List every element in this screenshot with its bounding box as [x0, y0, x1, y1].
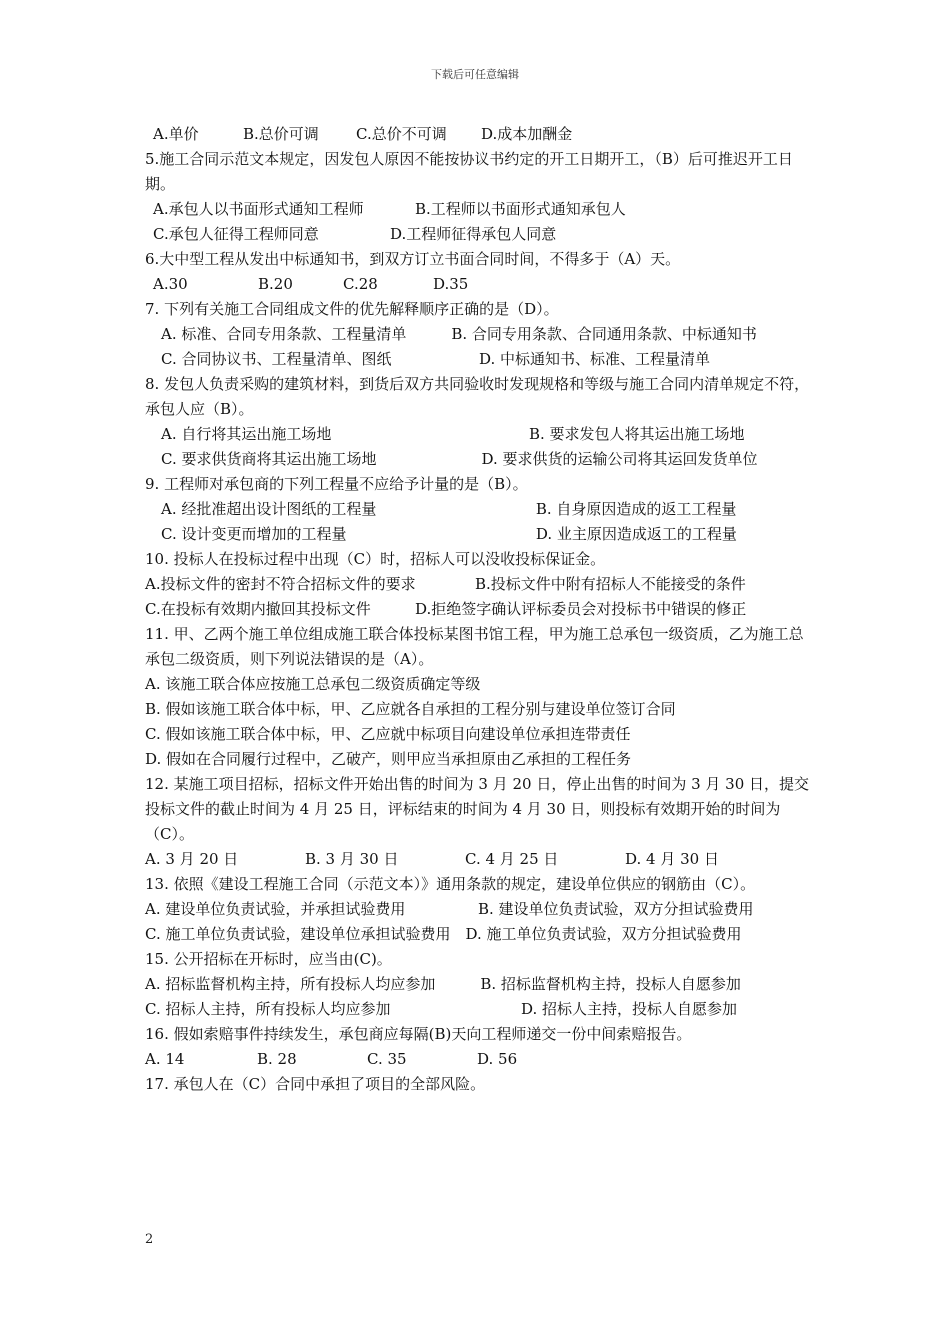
option-text: D.成本加酬金 [481, 125, 573, 143]
text-line: A. 标准、合同专用条款、工程量清单 B. 合同专用条款、合同通用条款、中标通知书 [161, 325, 757, 343]
option-text: D. 56 [477, 1050, 518, 1068]
option-text: D.工程师征得承包人同意 [390, 225, 557, 243]
text-line: A. 该施工联合体应按施工总承包二级资质确定等级 [145, 675, 481, 693]
option-text: A.投标文件的密封不符合招标文件的要求 [145, 575, 416, 593]
option-row [145, 197, 815, 222]
option-text: A. 3 月 20 日 [145, 850, 239, 868]
option-text: B.总价可调 [243, 125, 319, 143]
option-row [145, 222, 815, 247]
option-row [145, 422, 815, 447]
option-text: B. 自身原因造成的返工工程量 [535, 500, 737, 518]
text-line: 9. 工程师对承包商的下列工程量不应给予计量的是（B）。 [145, 475, 528, 493]
option-text: A.30 [153, 275, 188, 293]
option-text: D. 业主原因造成返工的工程量 [535, 525, 737, 543]
option-row [145, 497, 815, 522]
option-text: C.总价不可调 [356, 125, 447, 143]
option-text: B.20 [258, 275, 293, 293]
option-text: C. 合同协议书、工程量清单、图纸 [161, 350, 392, 368]
option-text: C. 4 月 25 日 [465, 850, 559, 868]
option-text: B. 要求发包人将其运出施工场地 [529, 425, 745, 443]
text-line: 11. 甲、乙两个施工单位组成施工联合体投标某图书馆工程，甲为施工总承包一级资质，乙为施工总承包二级资质，则下列说法错误的是（A）。 [145, 625, 804, 668]
option-row [145, 597, 815, 622]
option-row [145, 522, 815, 547]
option-text: B. 3 月 30 日 [305, 850, 399, 868]
option-row [145, 897, 815, 922]
option-text: D. 招标人主持，投标人自愿参加 [521, 1000, 738, 1018]
text-line: D. 假如在合同履行过程中，乙破产，则甲应当承担原由乙承担的工程任务 [145, 750, 632, 768]
option-row [145, 122, 815, 147]
text-line: B. 假如该施工联合体中标，甲、乙应就各自承担的工程分别与建设单位签订合同 [145, 700, 676, 718]
option-row [145, 272, 815, 297]
option-text: B.工程师以书面形式通知承包人 [415, 200, 626, 218]
option-text: C. 设计变更而增加的工程量 [161, 525, 347, 543]
text-line: A. 招标监督机构主持，所有投标人均应参加 B. 招标监督机构主持，投标人自愿参加 [145, 975, 741, 993]
option-text: D. 4 月 30 日 [625, 850, 719, 868]
option-text: B. 建设单位负责试验，双方分担试验费用 [478, 900, 754, 918]
option-text: A. 自行将其运出施工场地 [161, 425, 332, 443]
document-body [145, 122, 815, 1097]
option-text: D. 中标通知书、标准、工程量清单 [479, 350, 711, 368]
option-text: A. 14 [145, 1050, 185, 1068]
text-line: 12. 某施工项目招标，招标文件开始出售的时间为 3 月 20 日，停止出售的时间为 3 月 30 日，提交投标文件的截止时间为 4 月 25 日，评标结束的时间为 4 月 30 日，则投标有效期开始的时间为（C）。 [145, 775, 810, 843]
text-line: 10. 投标人在投标过程中出现（C）时，招标人可以没收投标保证金。 [145, 550, 606, 568]
text-line: C. 要求供货商将其运出施工场地 D. 要求供货的运输公司将其运回发货单位 [161, 450, 758, 468]
option-text: C. 招标人主持，所有投标人均应参加 [145, 1000, 391, 1018]
option-text: B.投标文件中附有招标人不能接受的条件 [475, 575, 746, 593]
option-row [145, 572, 815, 597]
option-text: C.在投标有效期内撤回其投标文件 [145, 600, 371, 618]
text-line: 15. 公开招标在开标时，应当由(C)。 [145, 950, 392, 968]
option-text: A.单价 [153, 125, 199, 143]
option-row [145, 1047, 815, 1072]
text-line: 5.施工合同示范文本规定，因发包人原因不能按协议书约定的开工日期开工，（B）后可推迟开工日期。 [145, 150, 793, 193]
text-line: 16. 假如索赔事件持续发生，承包商应每隔(B)天向工程师递交一份中间索赔报告。 [145, 1025, 692, 1043]
option-text: C.承包人征得工程师同意 [153, 225, 319, 243]
option-text: D.35 [433, 275, 469, 293]
option-text: A.承包人以书面形式通知工程师 [153, 200, 364, 218]
page-header: 下载后可任意编辑 [431, 68, 519, 81]
option-text: D.拒绝签字确认评标委员会对投标书中错误的修正 [415, 600, 747, 618]
option-text: C. 35 [367, 1050, 407, 1068]
option-text: B. 28 [257, 1050, 297, 1068]
text-line: 8. 发包人负责采购的建筑材料，到货后双方共同验收时发现规格和等级与施工合同内清单规定不符，承包人应（B）。 [145, 375, 810, 418]
option-row [145, 997, 815, 1022]
text-line: 6.大中型工程从发出中标通知书，到双方订立书面合同时间，不得多于（A）天。 [145, 250, 681, 268]
text-line: 7. 下列有关施工合同组成文件的优先解释顺序正确的是（D）。 [145, 300, 559, 318]
text-line: C. 施工单位负责试验，建设单位承担试验费用 D. 施工单位负责试验，双方分担试验费用 [145, 925, 742, 943]
text-line: 13. 依照《建设工程施工合同（示范文本）》通用条款的规定，建设单位供应的钢筋由（C）。 [145, 875, 756, 893]
text-line: C. 假如该施工联合体中标，甲、乙应就中标项目向建设单位承担连带责任 [145, 725, 631, 743]
option-row [145, 847, 815, 872]
text-line: 17. 承包人在（C）合同中承担了项目的全部风险。 [145, 1075, 486, 1093]
page-number: 2 [145, 1232, 154, 1247]
option-text: A. 建设单位负责试验，并承担试验费用 [145, 900, 406, 918]
option-row [145, 347, 815, 372]
option-text: A. 经批准超出设计图纸的工程量 [161, 500, 377, 518]
option-text: C.28 [343, 275, 378, 293]
